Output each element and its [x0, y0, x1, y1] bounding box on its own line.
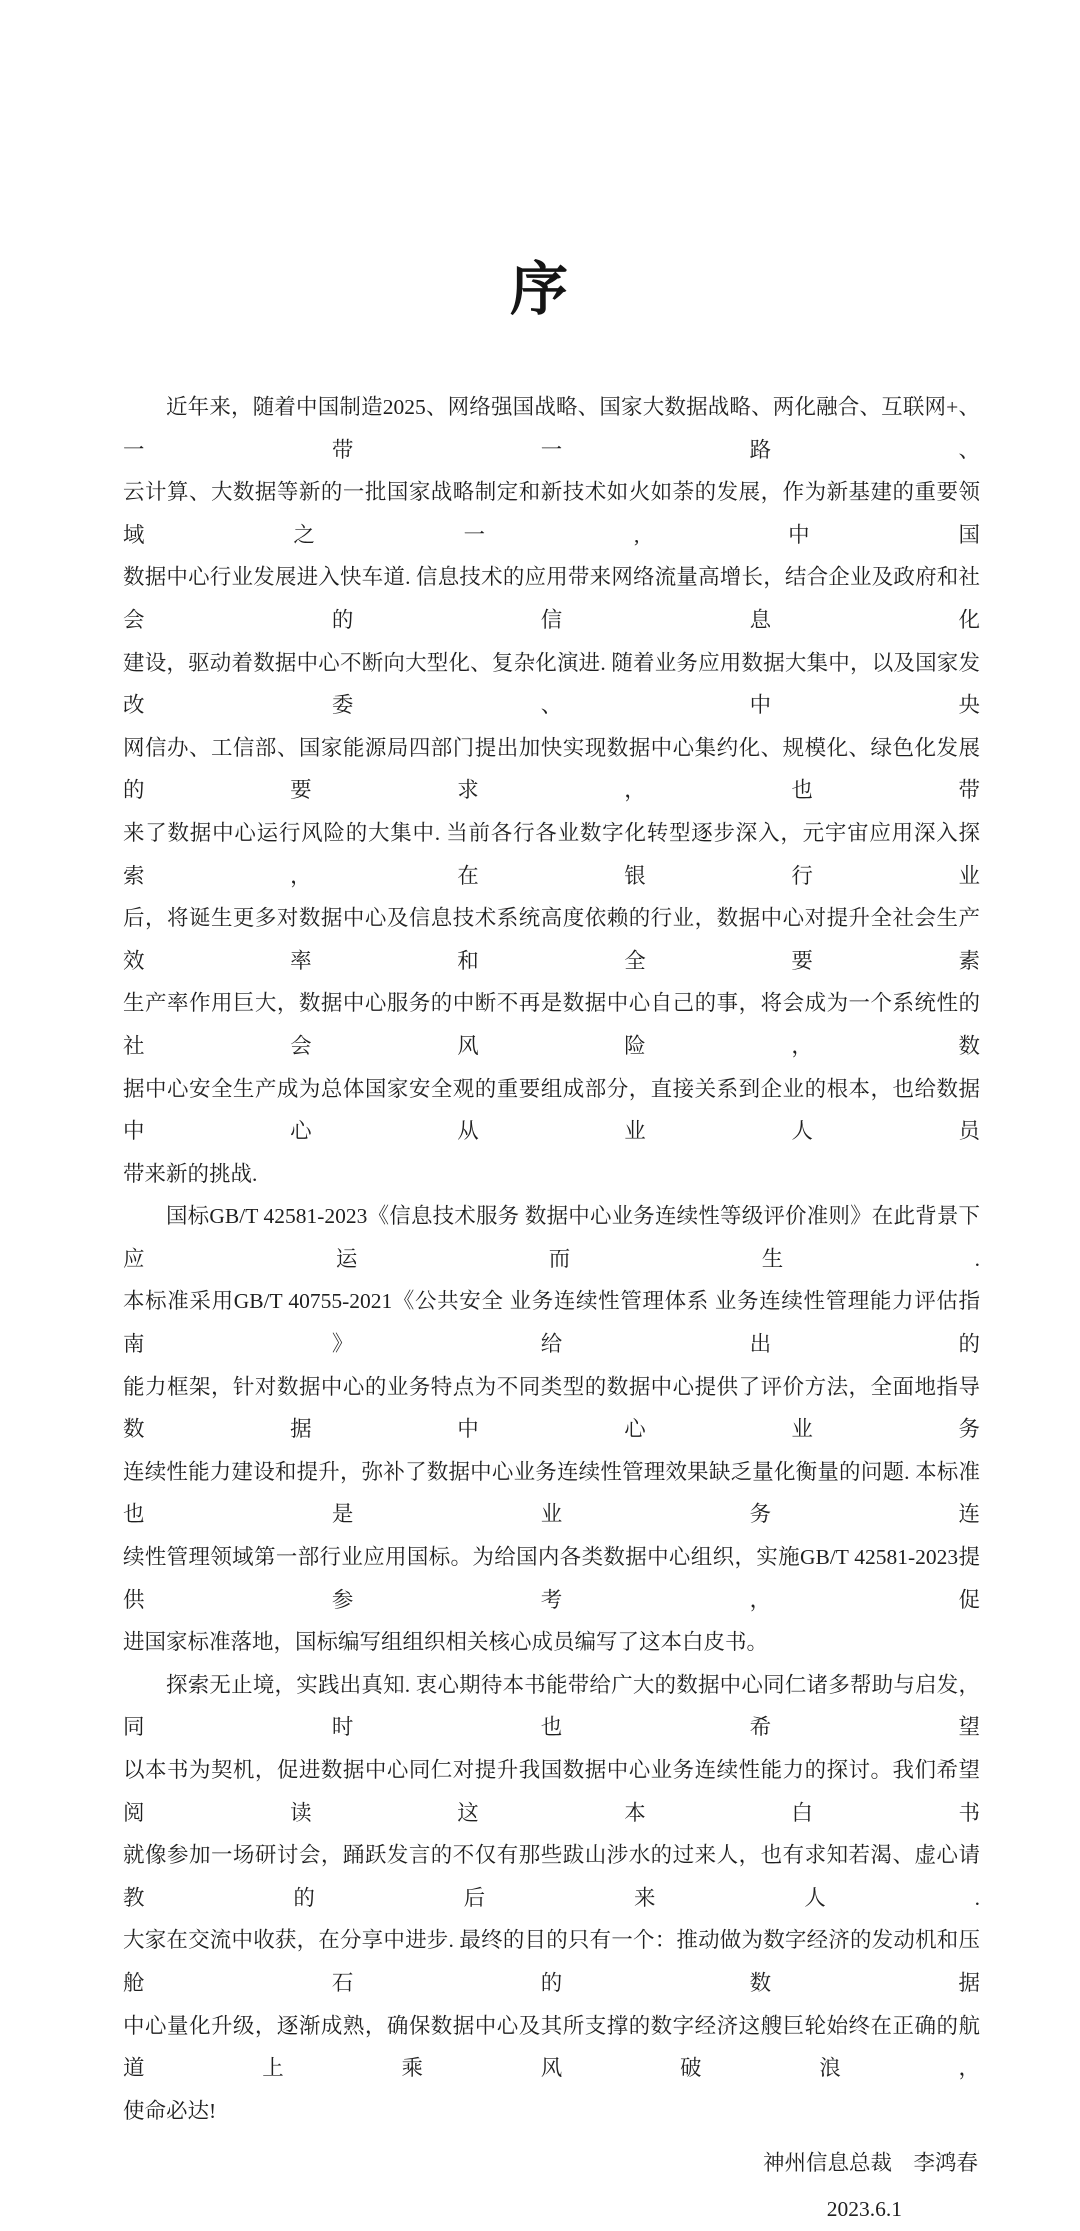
text-line: 建设，驱动着数据中心不断向大型化、复杂化演进. 随着业务应用数据大集中，以及国家发改委、中央 — [123, 650, 980, 718]
text-line: 近年来，随着中国制造2025、网络强国战略、国家大数据战略、两化融合、互联网+、一带一路、 — [123, 395, 980, 462]
text-line: 探索无止境，实践出真知. 衷心期待本书能带给广大的数据中心同仁诸多帮助与启发，同时也希望 — [123, 1672, 980, 1740]
text-line: 连续性能力建设和提升，弥补了数据中心业务连续性管理效果缺乏量化衡量的问题. 本标准也是业务连 — [123, 1459, 980, 1527]
preface-paragraphs — [123, 386, 980, 2132]
text-line: 国标GB/T 42581-2023《信息技术服务 数据中心业务连续性等级评价准则》在此背景下应运而生. — [123, 1204, 980, 1271]
text-line: 中心量化升级，逐渐成熟，确保数据中心及其所支撑的数字经济这艘巨轮始终在正确的航道上乘风破浪， — [123, 2013, 980, 2081]
text-line: 来了数据中心运行风险的大集中. 当前各行各业数字化转型逐步深入，元宇宙应用深入探索，在银行业 — [123, 820, 980, 888]
text-line: 后，将诞生更多对数据中心及信息技术系统高度依赖的行业，数据中心对提升全社会生产效率和全要素 — [123, 906, 980, 973]
text-line: 使命必达! — [123, 2098, 217, 2123]
text-line: 云计算、大数据等新的一批国家战略制定和新技术如火如荼的发展，作为新基建的重要领域之一,中国 — [123, 480, 980, 547]
paragraph-1 — [123, 386, 980, 1195]
text-line: 以本书为契机，促进数据中心同仁对提升我国数据中心业务连续性能力的探讨。我们希望阅读这本白书 — [123, 1758, 980, 1825]
paragraph-2 — [123, 1195, 980, 1664]
text-line: 网信办、工信部、国家能源局四部门提出加快实现数据中心集约化、规模化、绿色化发展的要求，也带 — [123, 735, 980, 803]
text-line: 进国家标准落地，国标编写组组织相关核心成员编写了这本白皮书。 — [123, 1630, 769, 1655]
text-line: 数据中心行业发展进入快车道. 信息技术的应用带来网络流量高增长，结合企业及政府和社会的信息化 — [123, 565, 980, 632]
date-line: 2023.6.1 — [826, 2196, 902, 2221]
signature-line: 神州信息总裁 李鸿春 — [762, 2151, 978, 2176]
text-line: 带来新的挑战. — [123, 1161, 258, 1186]
signature-block — [123, 2142, 980, 2230]
text-line: 本标准采用GB/T 40755-2021《公共安全 业务连续性管理体系 业务连续性管理能力评估指南》给出的 — [123, 1289, 980, 1357]
text-line: 据中心安全生产成为总体国家安全观的重要组成部分，直接关系到企业的根本，也给数据中心从业人员 — [123, 1076, 980, 1144]
text-line: 就像参加一场研讨会，踊跃发言的不仅有那些跋山涉水的过来人，也有求知若渴、虚心请教的后来人. — [123, 1843, 980, 1910]
text-line: 大家在交流中收获，在分享中进步. 最终的目的只有一个：推动做为数字经济的发动机和压舱石的数据 — [123, 1928, 980, 1995]
text-line: 生产率作用巨大，数据中心服务的中断不再是数据中心自己的事，将会成为一个系统性的社会风险，数 — [123, 991, 980, 1058]
paragraph-3 — [123, 1664, 980, 2133]
text-line: 能力框架，针对数据中心的业务特点为不同类型的数据中心提供了评价方法，全面地指导数据中心业务 — [123, 1374, 980, 1442]
page-title: 序 — [509, 257, 570, 322]
text-line: 续性管理领域第一部行业应用国标。为给国内各类数据中心组织，实施GB/T 42581-2023提供参考，促 — [123, 1545, 980, 1612]
